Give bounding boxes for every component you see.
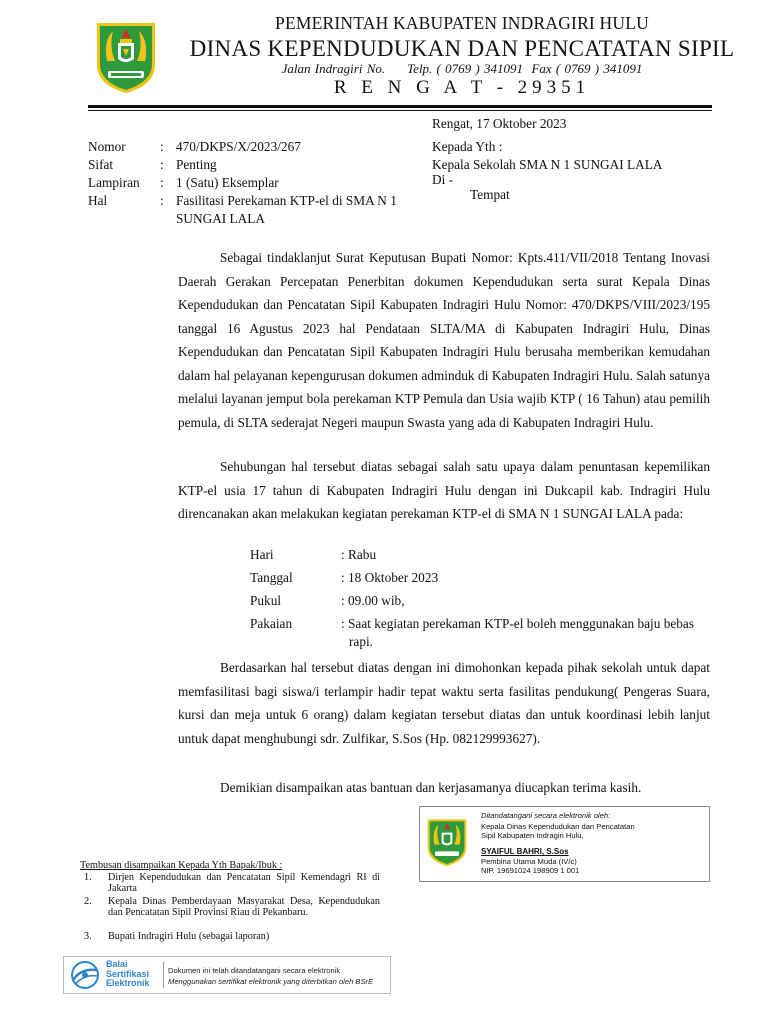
tembusan-number: 3. [84, 931, 92, 942]
signatory-nip: NIP. 19691024 198909 1 001 [481, 866, 580, 875]
meta-label-nomor: Nomor [88, 139, 126, 154]
bsre-note-1: Dokumen ini telah ditandatangani secara elektronik [168, 966, 341, 975]
signature-heading: Ditandatangani secara elektronik oleh: [481, 811, 611, 820]
recipient-name: Kepala Sekolah SMA N 1 SUNGAI LALA [432, 157, 663, 172]
indragiri-hulu-emblem-icon [425, 814, 469, 870]
meta-colon: : [160, 193, 164, 208]
meta-colon: : [160, 139, 164, 154]
meta-value-nomor: 470/DKPS/X/2023/267 [176, 139, 301, 154]
kop-agency: DINAS KEPENDUDUKAN DAN PENCATATAN SIPIL [189, 36, 735, 61]
detail-value-hari: : Rabu [341, 547, 377, 562]
letter-date: Rengat, 17 Oktober 2023 [432, 116, 567, 131]
indragiri-hulu-emblem-icon [93, 19, 159, 95]
bsre-brand-line-1: Balai [106, 959, 128, 969]
tembusan-number: 2. [84, 896, 92, 907]
detail-value-tanggal: : 18 Oktober 2023 [341, 570, 439, 585]
detail-label-pukul: Pukul [250, 593, 282, 608]
tembusan-item: Kepala Dinas Pemberdayaan Masyarakat Desa, Kependudukan dan Pencatatan Sipil Provinsi Riau di Pekanbaru. [108, 896, 380, 918]
signature-position-1: Kepala Dinas Kependudukan dan Pencatatan [481, 822, 635, 831]
meta-colon: : [160, 157, 164, 172]
meta-colon: : [160, 175, 164, 190]
bsre-logo-icon [67, 960, 103, 990]
tembusan-item: Bupati Indragiri Hulu (sebagai laporan) [108, 931, 270, 942]
bsre-brand-line-2: Sertifikasi [106, 968, 150, 979]
kop-address: Jalan Indragiri No. [281, 61, 386, 76]
bsre-brand-line-3: Elektronik [106, 978, 150, 988]
kop-rule-thin [88, 110, 712, 111]
meta-label-sifat: Sifat [88, 157, 114, 172]
signature-position-2: Sipil Kabupaten Indragiri Hulu, [481, 831, 584, 840]
detail-label-tanggal: Tanggal [250, 570, 293, 585]
bsre-brand [106, 960, 150, 989]
tembusan-number: 1. [84, 872, 92, 883]
body-paragraph-2-text: Sehubungan hal tersebut diatas sebagai salah satu upaya dalam penuntasan kepemilikan KTP-el usia 17 tahun di Kabupaten Indragiri Hulu dengan ini Dukcapil kab. Indragiri Hulu direncanakan akan melakukan kegiatan perekaman KTP-el di SMA N 1 SUNGAI LALA pada: [178, 459, 710, 521]
kop-fax: Fax ( 0769 ) 341091 [531, 61, 643, 76]
meta-label-hal: Hal [88, 193, 108, 208]
body-paragraph-4-text: Demikian disampaikan atas bantuan dan kerjasamanya diucapkan terima kasih. [220, 780, 642, 795]
recipient-greeting: Kepada Yth : [432, 139, 503, 154]
body-paragraph-3 [178, 656, 710, 750]
body-paragraph-1-text: Sebagai tindaklanjut Surat Keputusan Bupati Nomor: Kpts.411/VII/2018 Tentang Inovasi Daerah Gerakan Percepatan Penerbitan dokumen Kependudukan serta surat Kepala Dinas Kependudukan dan Pencatatan Sipil Kabupaten Indragiri Hulu Nomor: 470/DKPS/VIII/2023/195 tanggal 16 Agustus 2023 hal Pendataan SLTA/MA di Kabupaten Indragiri Hulu, Dinas Kependudukan dan Pencatatan Sipil Kabupaten Indragiri Hulu berusaha memberikan kemudahan dalam hal pelayanan kepengurusan dokumen adminduk di Kabupaten Indragiri Hulu. Salah satunya melalui layanan jemput bola perekaman KTP Pemula dan Usia wajib KTP ( 16 Tahun) atau pemilih pemula, di SLTA sederajat Negeri maupun Swasta yang ada di Kabupaten Indragiri Hulu. [178, 250, 710, 430]
kop-contact [180, 61, 744, 77]
meta-value-hal: Fasilitasi Perekaman KTP-el di SMA N 1 SUNGAI LALA [176, 193, 397, 226]
tembusan-title: Tembusan disampaikan Kepada Yth Bapak/Ibuk : [80, 860, 283, 871]
body-paragraph-3-text: Berdasarkan hal tersebut diatas dengan ini dimohonkan kepada pihak sekolah untuk dapat memfasilitasi bagi siswa/i terlampir hadir tepat waktu serta fasilitas pendukung( Pengeras Suara, kursi dan meja untuk 6 orang) dalam kegiatan tersebut diatas dan untuk koordinasi lebih lanjut untuk dapat menghubungi sdr. Zulfikar, S.Sos (Hp. 082129993627). [178, 660, 710, 746]
kop-rule-thick [88, 105, 712, 108]
body-paragraph-1 [178, 246, 710, 434]
detail-value-pakaian: : Saat kegiatan perekaman KTP-el boleh menggunakan baju bebas rapi. [341, 616, 694, 649]
detail-label-pakaian: Pakaian [250, 616, 293, 631]
recipient-di: Di - [432, 172, 454, 187]
kop-government: PEMERINTAH KABUPATEN INDRAGIRI HULU [275, 13, 649, 33]
bsre-divider [163, 962, 164, 988]
detail-label-hari: Hari [250, 547, 274, 562]
kop-phone: Telp. ( 0769 ) 341091 [407, 61, 523, 76]
signatory-name: SYAIFUL BAHRI, S.Sos [481, 847, 569, 856]
kop-city: R E N G A T - 29351 [333, 77, 591, 98]
meta-value-lampiran: 1 (Satu) Eksemplar [176, 175, 279, 190]
tembusan-item: Dirjen Kependudukan dan Pencatatan Sipil Kemendagri RI di Jakarta [108, 872, 380, 894]
detail-value-pukul: : 09.00 wib, [341, 593, 405, 608]
body-paragraph-4 [178, 776, 710, 800]
meta-value-sifat: Penting [176, 157, 217, 172]
body-paragraph-2 [178, 455, 710, 526]
meta-label-lampiran: Lampiran [88, 175, 140, 190]
bsre-note-2: Menggunakan sertifikat elektronik yang diterbitkan oleh BSrE [168, 977, 374, 986]
recipient-tempat: Tempat [470, 187, 510, 202]
signatory-rank: Pembina Utama Muda (IV/c) [481, 857, 577, 866]
